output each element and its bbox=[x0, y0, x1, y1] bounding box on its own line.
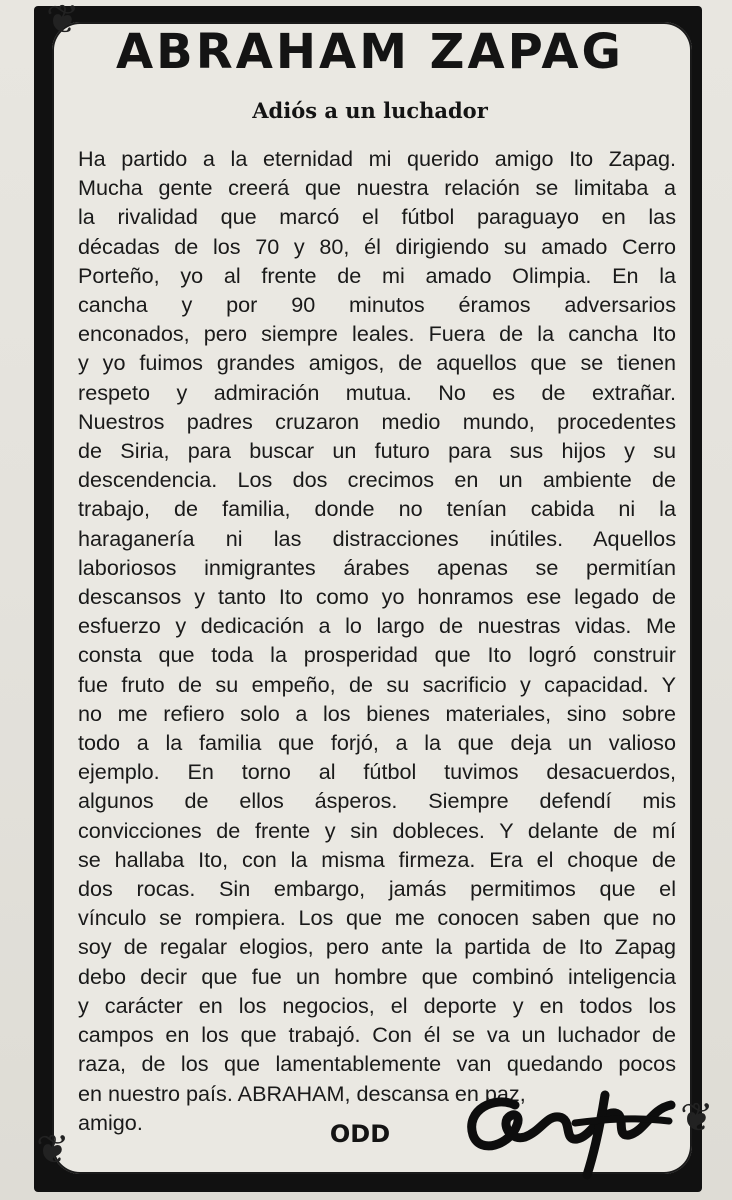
floral-corner-icon: ❦ bbox=[46, 0, 80, 43]
body-line: Porteño, yo al frente de mi amado Olimpia. En la bbox=[78, 262, 676, 288]
body-line: dos rocas. Sin embargo, jamás permitimos que el bbox=[78, 876, 676, 902]
body-line: campos en los que trabajó. Con él se va un luchador de bbox=[78, 1022, 676, 1048]
body-line: vínculo se rompiera. Los que me conocen saben que no bbox=[78, 905, 676, 931]
floral-corner-icon: ❦ bbox=[680, 1095, 714, 1141]
handwritten-signature bbox=[455, 1075, 685, 1180]
body-line: consta que toda la prosperidad que Ito logró construir bbox=[78, 642, 676, 668]
body-line: Ha partido a la eternidad mi querido amigo Ito Zapag. bbox=[78, 146, 676, 171]
body-line: ejemplo. En torno al fútbol tuvimos desacuerdos, bbox=[78, 759, 676, 785]
body-line: Mucha gente creerá que nuestra relación se limitaba a bbox=[78, 175, 676, 201]
body-line: de Siria, para buscar un futuro para sus hijos y su bbox=[78, 438, 676, 464]
body-line: y carácter en los negocios, el deporte y en todos los bbox=[78, 992, 676, 1018]
body-line: se hallaba Ito, con la misma firmeza. Era el choque de bbox=[78, 846, 676, 872]
body-line: descansos y tanto Ito como yo honramos ese legado de bbox=[78, 584, 676, 610]
body-line: fue fruto de su empeño, de su sacrificio y capacidad. Y bbox=[78, 671, 676, 697]
floral-corner-icon: ❦ bbox=[36, 1127, 70, 1173]
body-line: no me refiero solo a los bienes materiales, sino sobre bbox=[78, 700, 676, 726]
body-line: haraganería ni las distracciones inútiles. Aquellos bbox=[78, 525, 676, 551]
signoff-initials: ODD bbox=[329, 1120, 391, 1148]
body-line: amigo. bbox=[78, 1109, 143, 1135]
body-line: respeto y admiración mutua. No es de extrañar. bbox=[78, 379, 676, 405]
body-line: Nuestros padres cruzaron medio mundo, procedentes bbox=[78, 408, 676, 434]
body-line: raza, de los que lamentablemente van quedando pocos bbox=[78, 1051, 676, 1077]
body-line: cancha y por 90 minutos éramos adversarios bbox=[78, 292, 676, 318]
notice-title: ABRAHAM ZAPAG bbox=[116, 24, 624, 80]
body-line: en nuestro país. ABRAHAM, descansa en paz, bbox=[78, 1080, 526, 1106]
body-line: debo decir que fue un hombre que combinó inteligencia bbox=[78, 963, 676, 989]
body-line: todo a la familia que forjó, a la que deja un valioso bbox=[78, 730, 676, 756]
body-line: la rivalidad que marcó el fútbol paraguayo en las bbox=[78, 204, 676, 230]
body-line: esfuerzo y dedicación a lo largo de nuestras vidas. Me bbox=[78, 613, 676, 639]
body-line: laboriosos inmigrantes árabes apenas se permitían bbox=[78, 554, 676, 580]
body-line: convicciones de frente y sin dobleces. Y delante de mí bbox=[78, 817, 676, 843]
body-line: décadas de los 70 y 80, él dirigiendo su amado Cerro bbox=[78, 233, 676, 259]
body-line: enconados, pero siempre leales. Fuera de la cancha Ito bbox=[78, 321, 676, 347]
notice-body bbox=[78, 144, 676, 1137]
body-line: algunos de ellos ásperos. Siempre defendí mis bbox=[78, 788, 676, 814]
body-line: soy de regalar elogios, pero ante la partida de Ito Zapag bbox=[78, 934, 676, 960]
body-line: descendencia. Los dos crecimos en un ambiente de bbox=[78, 467, 676, 493]
notice-subtitle: Adiós a un luchador bbox=[252, 98, 488, 123]
body-line: trabajo, de familia, donde no tenían cabida ni la bbox=[78, 496, 676, 522]
body-line: y yo fuimos grandes amigos, de aquellos que se tienen bbox=[78, 350, 676, 376]
